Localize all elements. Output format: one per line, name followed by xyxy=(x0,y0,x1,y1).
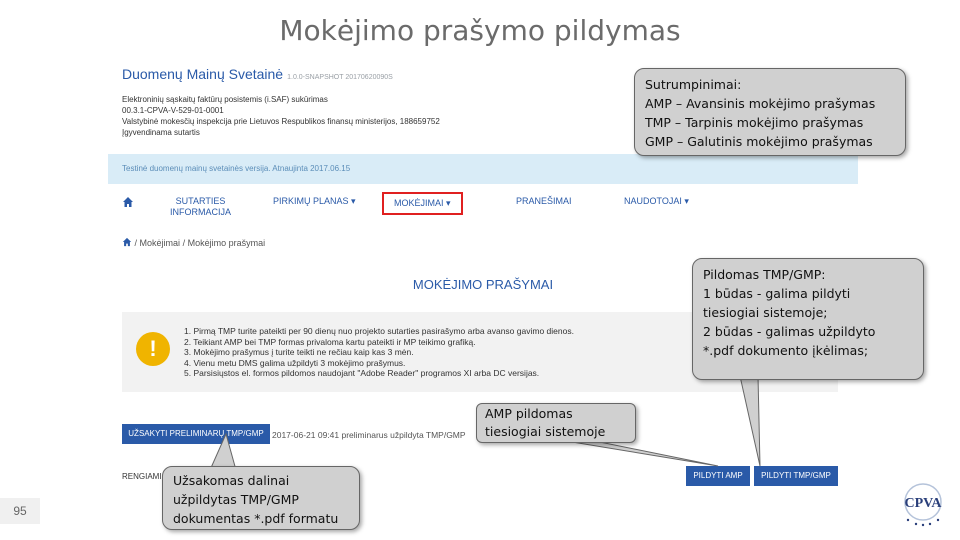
org-line: Valstybinė mokesčių inspekcija prie Lietuvos Respublikos finansų ministerijos, 188659752 xyxy=(122,117,440,126)
callout-line: Užsakomas dalinai xyxy=(173,473,290,488)
callout-line: AMP – Avansinis mokėjimo prašymas xyxy=(645,96,876,111)
nav-mokejimai[interactable]: MOKĖJIMAI ▾ xyxy=(382,192,463,215)
org-line: Elektroninių sąskaitų faktūrų posistemis (i.SAF) sukūrimas xyxy=(122,95,328,104)
callout-line: tiesiogiai sistemoje; xyxy=(703,305,828,320)
info-item: 3. Mokėjimo prašymus į turite teikti ne rečiau kaip kas 3 mėn. xyxy=(184,347,414,357)
callout-line: *.pdf dokumento įkėlimas; xyxy=(703,343,869,358)
brand-name: Duomenų Mainų Svetainė xyxy=(122,66,284,82)
amp-direct-pointer xyxy=(560,440,718,466)
info-item: 4. Vienu metu DMS galima užpildyti 3 mokėjimo prašymus. xyxy=(184,357,406,368)
callout-line: GMP – Galutinis mokėjimo prašymas xyxy=(645,134,873,149)
fill-tmp-gmp-button[interactable]: PILDYTI TMP/GMP xyxy=(754,466,838,486)
breadcrumb-current: Mokėjimo prašymai xyxy=(187,238,266,248)
nav-label: INFORMACIJA xyxy=(170,207,232,217)
callout-line: Pildomas TMP/GMP: xyxy=(703,267,826,282)
info-item: 5. Parsisiųstos el. formos pildomos naudojant "Adobe Reader" programos XI arba DC versijas. xyxy=(184,368,540,378)
nav-pranesimai[interactable]: PRANEŠIMAI xyxy=(516,196,572,206)
order-prelim-button[interactable]: UŽSAKYTI PRELIMINARŲ TMP/GMP xyxy=(122,424,270,444)
page-number: 95 xyxy=(0,498,40,524)
ordered-callout xyxy=(162,466,360,530)
nav-pirkimu-planas[interactable]: PIRKIMŲ PLANAS ▾ xyxy=(273,196,356,206)
callout-line: dokumentas *.pdf formatu xyxy=(173,511,339,526)
breadcrumb-mokejimai[interactable]: Mokėjimai xyxy=(139,238,181,248)
callout-line: 1 būdas - galima pildyti xyxy=(703,286,851,301)
callout-line: užpildytas TMP/GMP xyxy=(173,492,299,507)
svg-text:CPVA: CPVA xyxy=(904,496,942,511)
org-line: 00.3.1-CPVA-V-529-01-0001 xyxy=(122,106,224,115)
notice-text: Testinė duomenų mainų svetainės versija. Atnaujinta 2017.06.15 xyxy=(122,164,351,173)
callout-line: TMP – Tarpinis mokėjimo prašymas xyxy=(645,115,864,130)
callout-line: 2 būdas - galimas užpildyto xyxy=(703,324,876,339)
prelim-meta: 2017-06-21 09:41 preliminarus užpildyta TMP/GMP xyxy=(272,430,466,440)
fill-methods-pointer xyxy=(740,376,760,466)
amp-direct-callout xyxy=(476,403,636,443)
info-icon: ! xyxy=(136,332,170,366)
brand-version: 1.0.0-SNAPSHOT 20170620090S xyxy=(287,74,393,81)
breadcrumb-separator: / xyxy=(134,238,138,248)
slide-title: Mokėjimo prašymo pildymas xyxy=(279,14,681,47)
fill-methods-callout xyxy=(692,258,924,380)
callout-line: Sutrumpinimai: xyxy=(645,77,742,92)
callout-line: tiesiogiai sistemoje xyxy=(485,424,606,439)
nav-naudotojai[interactable]: NAUDOTOJAI ▾ xyxy=(624,196,689,206)
rengiami-label: RENGIAMI xyxy=(122,472,162,481)
callout-line: AMP pildomas xyxy=(485,406,573,421)
info-item: 1. Pirmą TMP turite pateikti per 90 dienų nuo projekto sutarties pasirašymo arba avanso gavimo dienos. xyxy=(184,326,574,336)
page-heading: MOKĖJIMO PRAŠYMAI xyxy=(412,277,554,292)
abbrev-callout xyxy=(634,68,906,156)
nav-label: SUTARTIES xyxy=(175,196,226,206)
info-item: 2. Teikiant AMP bei TMP formas privaloma kartu pateikti ir MP teikimo grafiką. xyxy=(184,336,476,347)
fill-amp-button[interactable]: PILDYTI AMP xyxy=(686,466,750,486)
breadcrumb-separator: / xyxy=(182,238,186,248)
ordered-pointer xyxy=(210,434,236,470)
org-line: Įgyvendinama sutartis xyxy=(122,128,200,137)
